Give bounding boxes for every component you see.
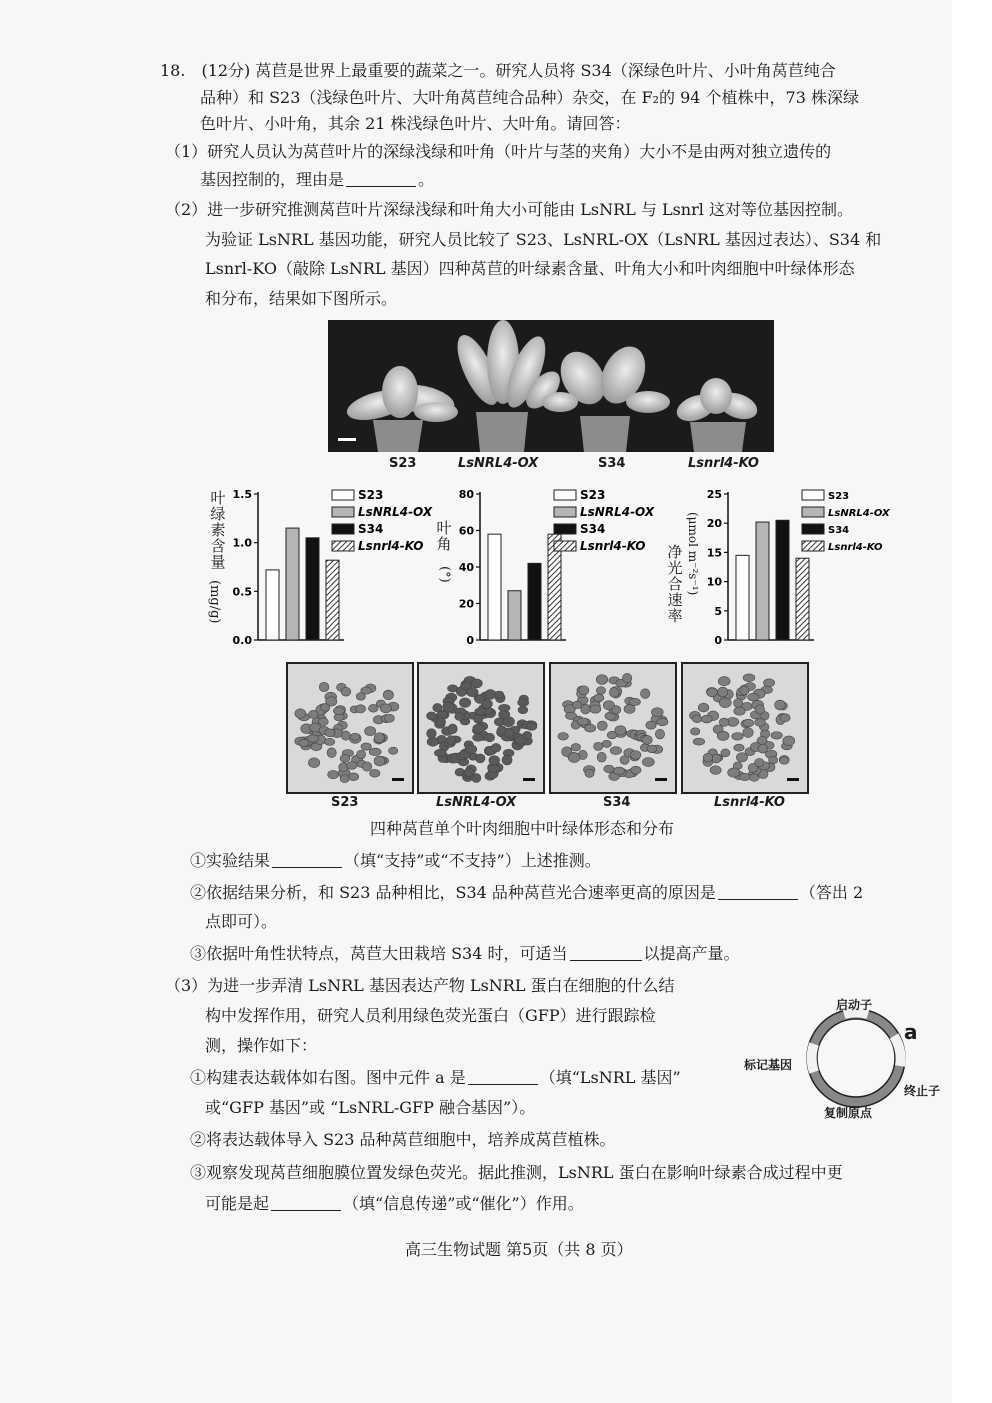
chart-photosynthesis xyxy=(698,484,918,649)
vector-terminator-label: 终止子 xyxy=(904,1084,941,1098)
micro-label-ko: Lsnrl4-KO xyxy=(714,795,785,810)
part3-step2: ②将表达载体导入 S23 品种莴苣细胞中，培养成莴苣植株。 xyxy=(190,1130,616,1149)
subq-2-line2: 点即可）。 xyxy=(205,912,278,931)
y-tick-label: 0.0 xyxy=(232,634,252,647)
bar-lsnrl4-ko xyxy=(326,560,339,640)
chart2-unit: (°) xyxy=(437,566,452,583)
part3-step3-line2: 可能是起 （填“信息传递”或“催化”）作用。 xyxy=(205,1194,584,1213)
part1-line2: 基因控制的，理由是 。 xyxy=(200,170,435,189)
legend-swatch xyxy=(802,524,824,534)
question-intro-line2: 品种）和 S23（浅绿色叶片、大叶角莴苣纯合品种）杂交，在 F₂的 94 个植株中，73 株深绿 xyxy=(200,88,859,107)
legend-label: S34 xyxy=(828,525,850,536)
legend-swatch xyxy=(332,490,354,500)
micrograph-s34 xyxy=(549,662,677,794)
legend-label: LsNRL4-OX xyxy=(580,505,655,519)
answer-blank[interactable] xyxy=(718,885,798,900)
photo-label-ko: Lsnrl4-KO xyxy=(688,456,759,471)
legend-label: S23 xyxy=(828,491,850,502)
chart3-unit: (μmol m⁻²s⁻¹) xyxy=(686,512,700,596)
legend-label: LsNRL4-OX xyxy=(828,508,890,519)
legend-swatch xyxy=(332,507,354,517)
y-tick-label: 15 xyxy=(706,546,722,560)
chart-leaf-angle xyxy=(450,484,670,649)
part2-line4: 和分布，结果如下图所示。 xyxy=(205,289,398,308)
chart-photosynthesis-svg xyxy=(698,484,918,649)
y-tick-label: 0 xyxy=(466,634,474,647)
bar-s34 xyxy=(528,563,541,640)
plant-photo xyxy=(328,320,774,452)
chart-chlorophyll xyxy=(228,484,448,649)
y-tick-label: 80 xyxy=(458,488,474,501)
legend-label: S23 xyxy=(580,488,606,502)
answer-blank[interactable] xyxy=(271,1196,341,1211)
y-tick-label: 0 xyxy=(714,634,722,647)
part2-line1: （2）进一步研究推测莴苣叶片深绿浅绿和叶角大小可能由 LsNRL 与 Lsnrl 这对等位基因控制。 xyxy=(165,200,853,219)
legend-swatch xyxy=(332,524,354,534)
bar-lsnrl4-ox xyxy=(756,522,769,640)
legend-swatch xyxy=(802,541,824,551)
part3-line3: 测，操作如下： xyxy=(205,1036,318,1055)
question-intro-line3: 色叶片、小叶角，其余 21 株浅绿色叶片、大叶角。请回答： xyxy=(200,114,631,133)
y-tick-label: 20 xyxy=(706,517,722,531)
micrograph-caption: 四种莴苣单个叶肉细胞中叶绿体形态和分布 xyxy=(370,819,675,838)
chart1-unit: (mg/g) xyxy=(207,580,222,624)
part2-line2: 为验证 LsNRL 基因功能，研究人员比较了 S23、LsNRL-OX（LsNRL 基因过表达）、S34 和 xyxy=(205,230,882,249)
legend-label: LsNRL4-OX xyxy=(358,505,433,519)
y-tick-label: 0.5 xyxy=(232,585,252,599)
bar-s34 xyxy=(776,520,789,640)
part1-line1: （1）研究人员认为莴苣叶片的深绿浅绿和叶角（叶片与茎的夹角）大小不是由两对独立遗传的 xyxy=(165,142,832,161)
bar-s23 xyxy=(488,534,501,640)
chart-chlorophyll-svg xyxy=(228,484,448,649)
photo-label-s34: S34 xyxy=(598,456,626,471)
legend-label: Lsnrl4-KO xyxy=(580,539,646,553)
micro-label-s34: S34 xyxy=(603,795,631,810)
legend-label: S34 xyxy=(580,522,606,536)
y-tick-label: 10 xyxy=(706,575,722,589)
y-tick-label: 5 xyxy=(714,604,722,618)
legend-label: S23 xyxy=(358,488,384,502)
legend-swatch xyxy=(332,541,354,551)
vector-origin-label: 复制原点 xyxy=(824,1106,873,1120)
expression-vector-diagram xyxy=(744,996,952,1124)
vector-marker-label: 标记基因 xyxy=(744,1058,793,1072)
part3-step3: ③观察发现莴苣细胞膜位置发绿色荧光。据此推测，LsNRL 蛋白在影响叶绿素合成过程中更 xyxy=(190,1163,843,1182)
legend-swatch xyxy=(554,524,576,534)
y-tick-label: 1.0 xyxy=(232,536,252,550)
photo-label-ox: LsNRL4-OX xyxy=(458,456,539,471)
answer-blank[interactable] xyxy=(346,172,416,187)
chart1-ylabel: 叶绿素含量 xyxy=(210,489,226,571)
subq-1: ①实验结果 （填“支持”或“不支持”）上述推测。 xyxy=(190,851,601,870)
part3-line1: （3）为进一步弄清 LsNRL 基因表达产物 LsNRL 蛋白在细胞的什么结 xyxy=(165,976,675,995)
y-tick-label: 25 xyxy=(706,488,722,501)
micro-label-ox: LsNRL4-OX xyxy=(436,795,517,810)
question-intro-line1: 18. (12分) 莴苣是世界上最重要的蔬菜之一。研究人员将 S34（深绿色叶片、小叶角莴苣纯合 xyxy=(160,61,836,80)
part2-line3: Lsnrl-KO（敲除 LsNRL 基因）四种莴苣的叶绿素含量、叶角大小和叶肉细胞中叶绿体形态 xyxy=(205,259,855,278)
page-footer: 高三生物试题 第5页（共 8 页） xyxy=(405,1240,633,1259)
y-tick-label: 20 xyxy=(458,597,474,611)
micrograph-ox xyxy=(417,662,545,794)
subq-3: ③依据叶角性状特点，莴苣大田栽培 S34 时，可适当 以提高产量。 xyxy=(190,944,740,963)
answer-blank[interactable] xyxy=(272,853,342,868)
chart2-ylabel: 叶角 xyxy=(436,519,452,553)
chart-leaf-angle-svg xyxy=(450,484,670,649)
part3-step1: ①构建表达载体如右图。图中元件 a 是 （填“LsNRL 基因” xyxy=(190,1068,681,1087)
legend-swatch xyxy=(554,507,576,517)
legend-label: S34 xyxy=(358,522,384,536)
micrograph-s23 xyxy=(286,662,414,794)
bar-lsnrl4-ox xyxy=(286,528,299,640)
subq-2: ②依据结果分析，和 S23 品种相比，S34 品种莴苣光合速率更高的原因是 （答出 2 xyxy=(190,883,864,902)
micrograph-ko xyxy=(681,662,809,794)
vector-promoter-label: 启动子 xyxy=(836,998,873,1012)
bar-lsnrl4-ko xyxy=(796,558,809,640)
legend-label: Lsnrl4-KO xyxy=(358,539,424,553)
answer-blank[interactable] xyxy=(468,1070,538,1085)
legend-swatch xyxy=(802,490,824,500)
y-tick-label: 60 xyxy=(458,524,474,538)
photo-label-s23: S23 xyxy=(389,456,417,471)
vector-a-label: a xyxy=(904,1020,918,1044)
bar-lsnrl4-ox xyxy=(508,591,521,640)
y-tick-label: 1.5 xyxy=(232,488,252,501)
legend-swatch xyxy=(554,541,576,551)
answer-blank[interactable] xyxy=(570,946,642,961)
y-tick-label: 40 xyxy=(458,561,474,574)
legend-label: Lsnrl4-KO xyxy=(828,542,883,553)
bar-s34 xyxy=(306,538,319,640)
chart3-ylabel: 净光合速率 xyxy=(667,543,683,625)
part3-line2: 构中发挥作用，研究人员利用绿色荧光蛋白（GFP）进行跟踪检 xyxy=(205,1006,656,1025)
part3-step1-line2: 或“GFP 基因”或 “LsNRL-GFP 融合基因”）。 xyxy=(205,1098,536,1117)
bar-s23 xyxy=(266,570,279,640)
micro-label-s23: S23 xyxy=(331,795,359,810)
legend-swatch xyxy=(802,507,824,517)
bar-s23 xyxy=(736,555,749,640)
legend-swatch xyxy=(554,490,576,500)
page-margin xyxy=(952,0,992,1403)
